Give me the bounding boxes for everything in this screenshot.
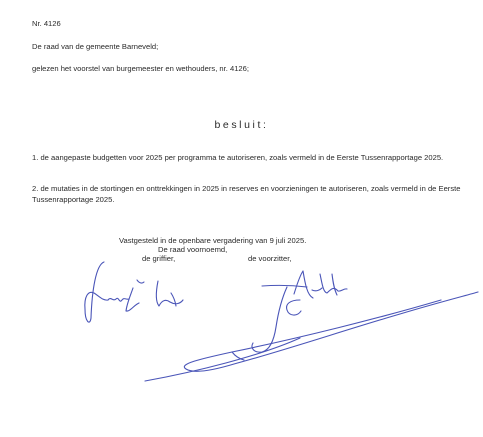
council-line: De raad van de gemeente Barneveld; <box>32 42 159 51</box>
decision-item-2: 2. de mutaties in de stortingen en onttrekkingen in 2025 in reserves en voorzieningen te autoriseren, zoals vermeld in de Eerste Tussenrapportage 2025. <box>32 184 461 204</box>
considering-line: gelezen het voorstel van burgemeester en wethouders, nr. 4126; <box>32 64 249 73</box>
clerk-signature <box>85 262 183 322</box>
chair-label: de voorzitter, <box>248 254 292 263</box>
chair-signature <box>145 271 478 381</box>
clerk-label: de griffier, <box>142 254 176 263</box>
decision-item-1: 1. de aangepaste budgetten voor 2025 per programma te autoriseren, zoals vermeld in de Eerste Tussenrapportage 2025. <box>32 153 444 162</box>
decision-heading: besluit: <box>214 119 269 131</box>
document-number: Nr. 4126 <box>32 19 61 28</box>
council-short-line: De raad voornoemd, <box>158 245 228 254</box>
adopted-line: Vastgesteld in de openbare vergadering van 9 juli 2025. <box>119 236 307 245</box>
